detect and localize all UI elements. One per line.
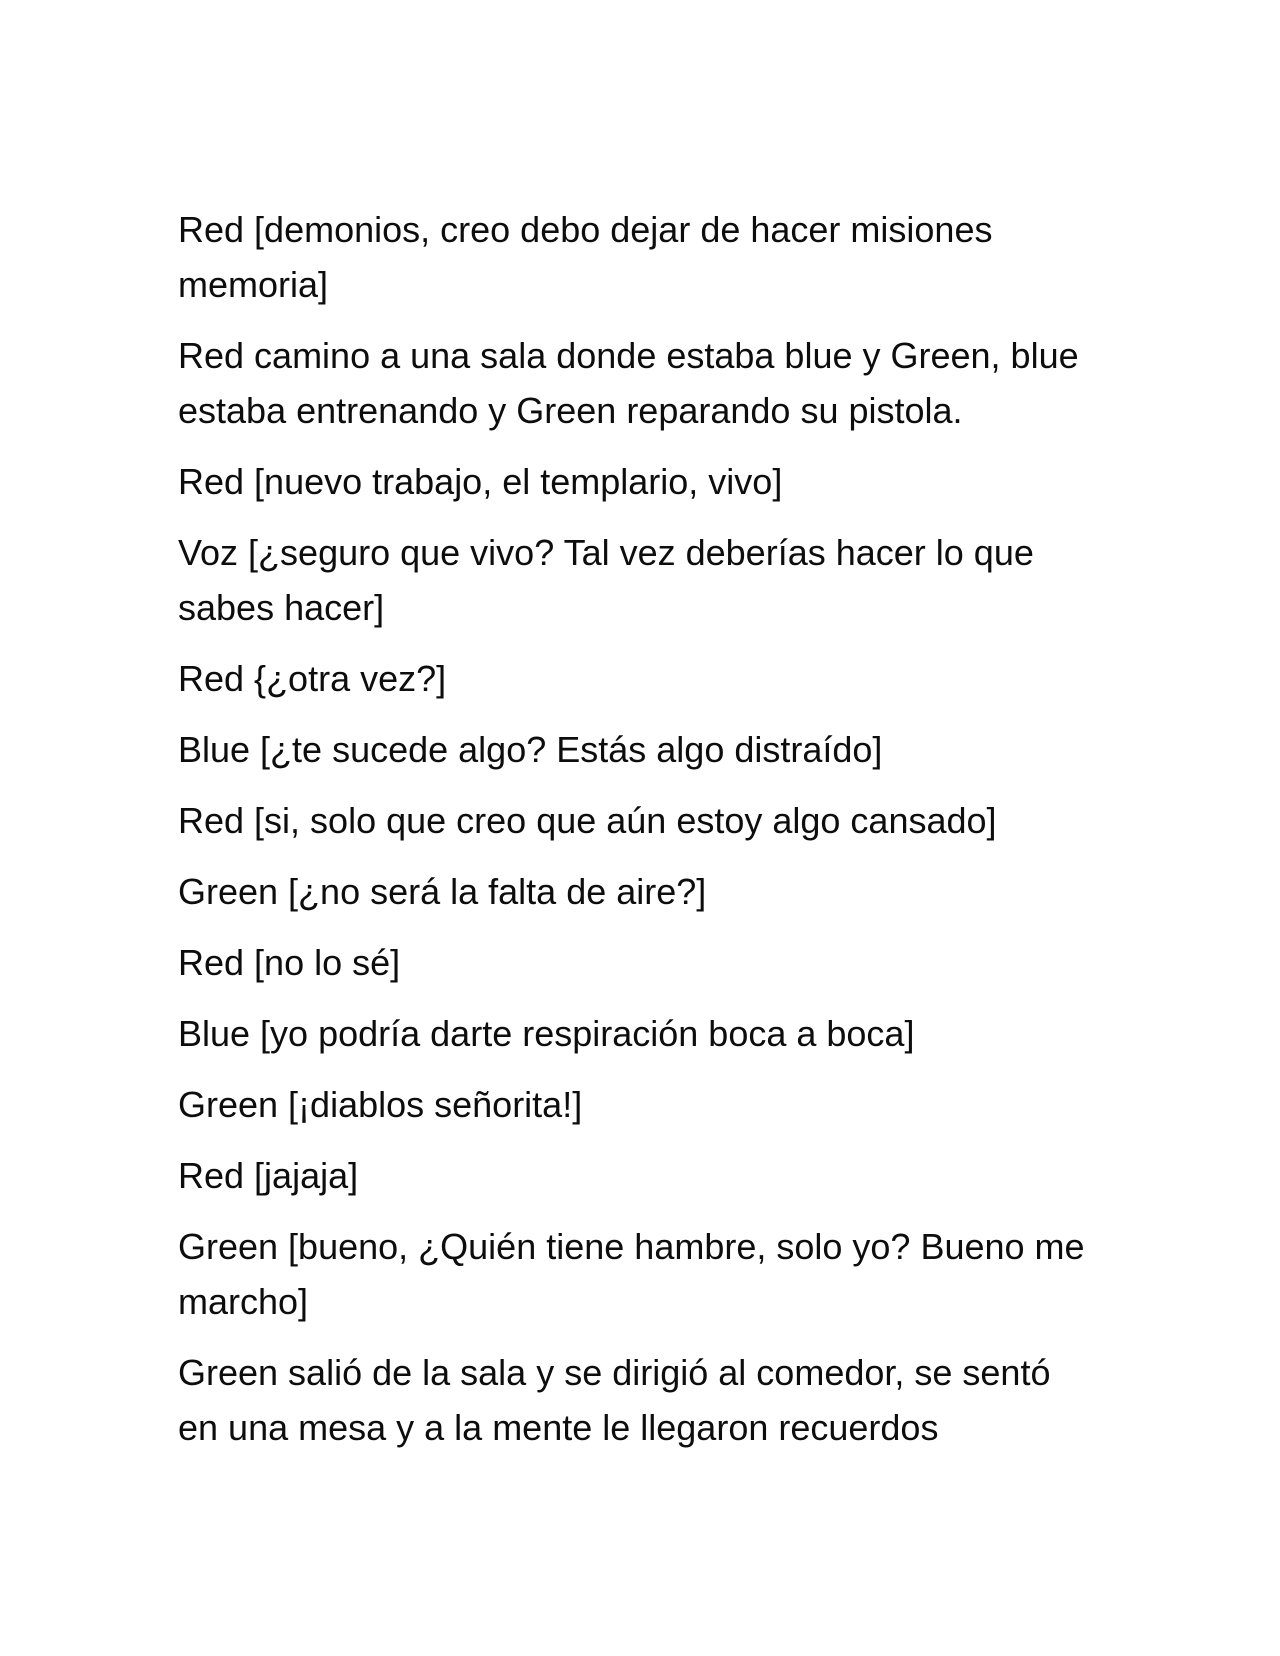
paragraph: Green [¿no será la falta de aire?]	[178, 871, 707, 912]
paragraph: Red [no lo sé]	[178, 942, 401, 983]
paragraph: Red {¿otra vez?]	[178, 658, 447, 699]
paragraph: Green [bueno, ¿Quién tiene hambre, solo yo? Bueno me marcho]	[178, 1226, 1085, 1322]
paragraph: Red camino a una sala donde estaba blue y Green, blue estaba entrenando y Green reparando su pistola.	[178, 335, 1079, 431]
paragraph: Red [jajaja]	[178, 1155, 359, 1196]
document-body	[178, 202, 1098, 1471]
paragraph: Voz [¿seguro que vivo? Tal vez deberías hacer lo que sabes hacer]	[178, 532, 1034, 628]
paragraph: Red [nuevo trabajo, el templario, vivo]	[178, 461, 783, 502]
paragraph: Red [demonios, creo debo dejar de hacer misiones memoria]	[178, 209, 993, 305]
paragraph: Green salió de la sala y se dirigió al comedor, se sentó en una mesa y a la mente le llegaron recuerdos	[178, 1352, 1051, 1448]
paragraph: Green [¡diablos señorita!]	[178, 1084, 583, 1125]
paragraph: Blue [¿te sucede algo? Estás algo distraído]	[178, 729, 883, 770]
paragraph: Blue [yo podría darte respiración boca a boca]	[178, 1013, 915, 1054]
paragraph: Red [si, solo que creo que aún estoy algo cansado]	[178, 800, 997, 841]
